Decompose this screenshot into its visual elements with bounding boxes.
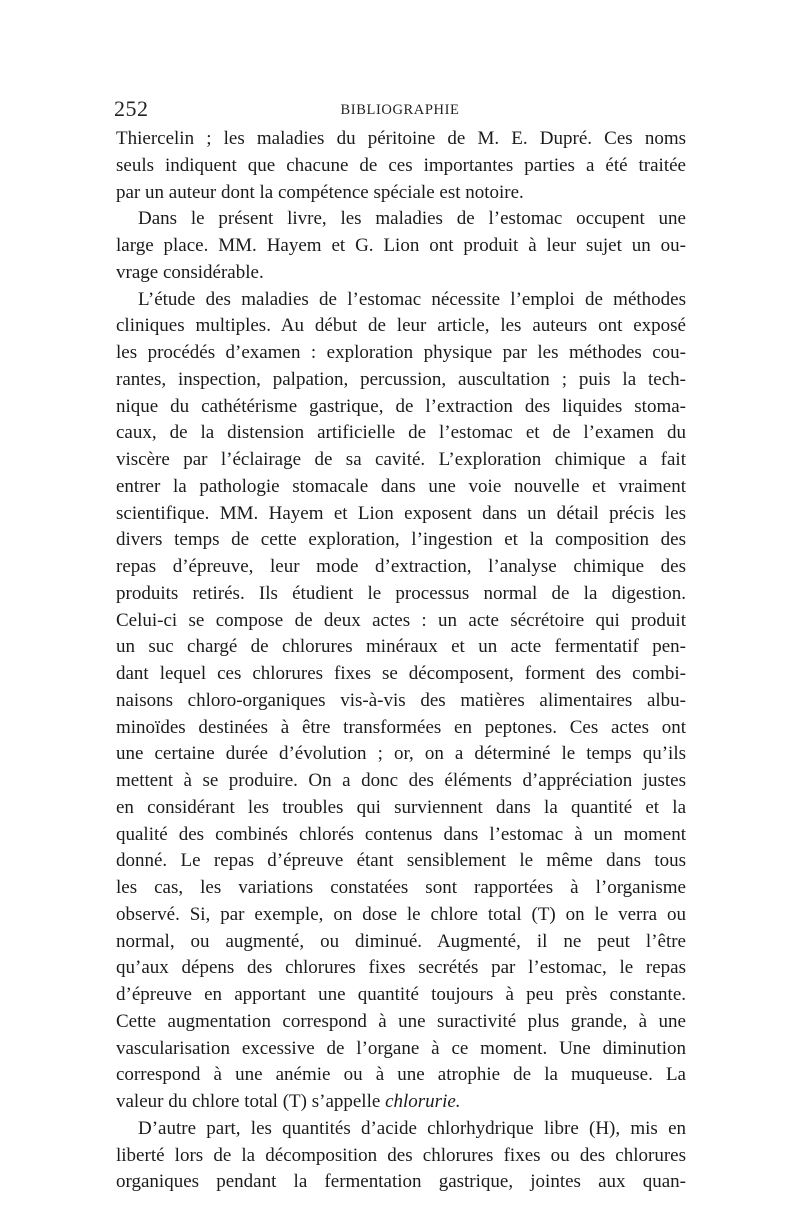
text-line: observé. Si, par exemple, on dose le chlore total (T) on le verra ou — [116, 903, 686, 925]
text-line: produits retirés. Ils étudient le processus normal de la digestion. — [116, 582, 686, 604]
text-line: d’épreuve en apportant une quantité toujours à peu près constante. — [116, 984, 686, 1005]
text-line: vrage considérable. — [116, 261, 264, 283]
text-line-start: valeur du chlore total (T) s’appelle — [116, 1091, 381, 1112]
text-line: L’étude des maladies de l’estomac nécessite l’emploi de méthodes — [138, 288, 686, 310]
text-line: minoïdes destinées à être transformées en peptones. Ces actes ont — [116, 716, 686, 738]
text-line: caux, de la distension artificielle de l’estomac et de l’examen du — [116, 422, 686, 444]
running-title: BIBLIOGRAPHIE — [340, 102, 460, 118]
text-line: naisons chloro-organiques vis-à-vis des matières alimentaires albu- — [116, 689, 686, 711]
text-line: Thiercelin ; les maladies du péritoine de M. E. Dupré. Ces noms — [116, 128, 686, 149]
text-line: repas d’épreuve, leur mode d’extraction, l’analyse chimique des — [116, 556, 686, 577]
text-line: mettent à se produire. On a donc des éléments d’appréciation justes — [116, 770, 686, 791]
text-line: nique du cathétérisme gastrique, de l’extraction des liquides stoma- — [116, 395, 686, 417]
text-line: les cas, les variations constatées sont rapportées à l’organisme — [116, 877, 686, 898]
text-line: divers temps de cette exploration, l’ingestion et la composition des — [116, 529, 686, 551]
text-line-final — [116, 1089, 686, 1116]
text-line: vascularisation excessive de l’organe à ce moment. Une diminution — [116, 1037, 686, 1059]
text-line: dant lequel ces chlorures fixes se décomposent, forment des combi- — [116, 663, 686, 684]
text-line: normal, ou augmenté, ou diminué. Augmenté, il ne peut l’être — [116, 930, 686, 952]
text-line: par un auteur dont la compétence spéciale est notoire. — [116, 181, 524, 203]
text-line: correspond à une anémie ou à une atrophie de la muqueuse. La — [116, 1064, 686, 1086]
text-line: seuls indiquent que chacune de ces importantes parties a été traitée — [116, 154, 686, 176]
text-line: une certaine durée d’évolution ; or, on a déterminé le temps qu’ils — [116, 743, 686, 765]
text-line: Celui-ci se compose de deux actes : un acte sécrétoire qui produit — [116, 609, 686, 631]
italic-term: chlorurie. — [385, 1091, 461, 1112]
page-number: 252 — [114, 96, 149, 121]
text-line: qualité des combinés chlorés contenus dans l’estomac à un moment — [116, 823, 686, 845]
text-line: Dans le présent livre, les maladies de l’estomac occupent une — [138, 208, 686, 230]
text-line: en considérant les troubles qui surviennent dans la quantité et la — [116, 796, 686, 818]
text-line: donné. Le repas d’épreuve étant sensiblement le même dans tous — [116, 850, 686, 872]
text-line: rantes, inspection, palpation, percussion, auscultation ; puis la tech- — [116, 368, 686, 390]
text-line: D’autre part, les quantités d’acide chlorhydrique libre (H), mis en — [138, 1117, 686, 1139]
text-line: entrer la pathologie stomacale dans une voie nouvelle et vraiment — [116, 475, 686, 497]
text-line: large place. MM. Hayem et G. Lion ont produit à leur sujet un ou- — [116, 235, 686, 256]
text-line: Cette augmentation correspond à une suractivité plus grande, à une — [116, 1010, 686, 1032]
text-line: qu’aux dépens des chlorures fixes secrétés par l’estomac, le repas — [116, 957, 686, 979]
text-line: un suc chargé de chlorures minéraux et un acte fermentatif pen- — [116, 636, 686, 658]
text-line: cliniques multiples. Au début de leur article, les auteurs ont exposé — [116, 315, 686, 337]
text-line: liberté lors de la décomposition des chlorures fixes ou des chlorures — [116, 1144, 686, 1166]
running-header — [114, 94, 686, 126]
text-line: organiques pendant la fermentation gastrique, jointes aux quan- — [116, 1171, 686, 1193]
body-text — [116, 126, 686, 1196]
text-line: viscère par l’éclairage de sa cavité. L’exploration chimique a fait — [116, 449, 686, 470]
text-line: les procédés d’examen : exploration physique par les méthodes cou- — [116, 342, 686, 363]
text-line: scientifique. MM. Hayem et Lion exposent dans un détail précis les — [116, 502, 686, 524]
